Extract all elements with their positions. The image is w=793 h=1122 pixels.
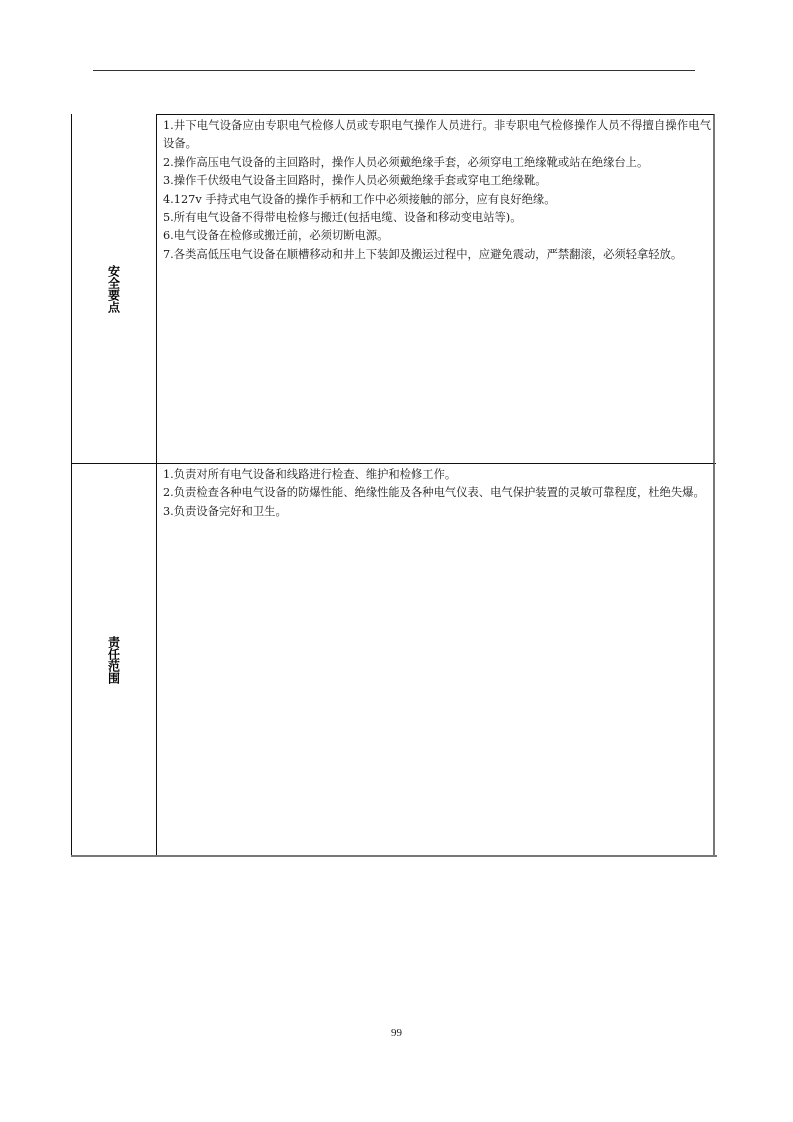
- table-bottom-border: [71, 855, 717, 857]
- list-item: 7.各类高低压电气设备在顺槽移动和井上下装卸及搬运过程中，应避免震动，严禁翻滚，必须轻拿轻放。: [163, 247, 683, 261]
- row-label-safety-points: 安全要点: [106, 264, 121, 313]
- row-label-cell: [71, 114, 156, 463]
- list-item: 3.负责设备完好和卫生。: [163, 504, 287, 518]
- list-item: 1.井下电气设备应由专职电气检修人员或专职电气操作人员进行。非专职电气检修操作人员不得擅自操作电气设备。: [163, 119, 711, 151]
- table-row-safety-points: [71, 114, 717, 463]
- list-item: 1.负责对所有电气设备和线路进行检查、维护和检修工作。: [163, 468, 457, 481]
- responsibility-table: [71, 114, 717, 857]
- row-content-cell: [156, 463, 715, 857]
- list-item: 2.负责检查各种电气设备的防爆性能、绝缘性能及各种电气仪表、电气保护装置的灵敏可靠程度，杜绝失爆。: [163, 486, 705, 500]
- responsibility-list: [163, 466, 711, 521]
- row-content-cell: [156, 114, 715, 464]
- safety-points-list: [163, 117, 711, 264]
- page-number: 99: [391, 1027, 402, 1039]
- header-rule: [93, 70, 695, 71]
- row-label-cell: [71, 463, 156, 856]
- list-item: 6.电气设备在检修或搬迁前，必须切断电源。: [163, 229, 389, 243]
- table-row-responsibility-scope: [71, 463, 717, 856]
- list-item: 3.操作千伏级电气设备主回路时，操作人员必须戴绝缘手套或穿电工绝缘靴。: [163, 174, 547, 188]
- list-item: 4.127v 手持式电气设备的操作手柄和工作中必须接触的部分，应有良好绝缘。: [163, 192, 556, 206]
- list-item: 2.操作高压电气设备的主回路时，操作人员必须戴绝缘手套，必须穿电工绝缘靴或站在绝缘台上。: [163, 155, 649, 169]
- list-item: 5.所有电气设备不得带电检修与搬迁(包括电缆、设备和移动变电站等)。: [163, 211, 522, 225]
- row-label-responsibility-scope: 责任范围: [106, 635, 121, 684]
